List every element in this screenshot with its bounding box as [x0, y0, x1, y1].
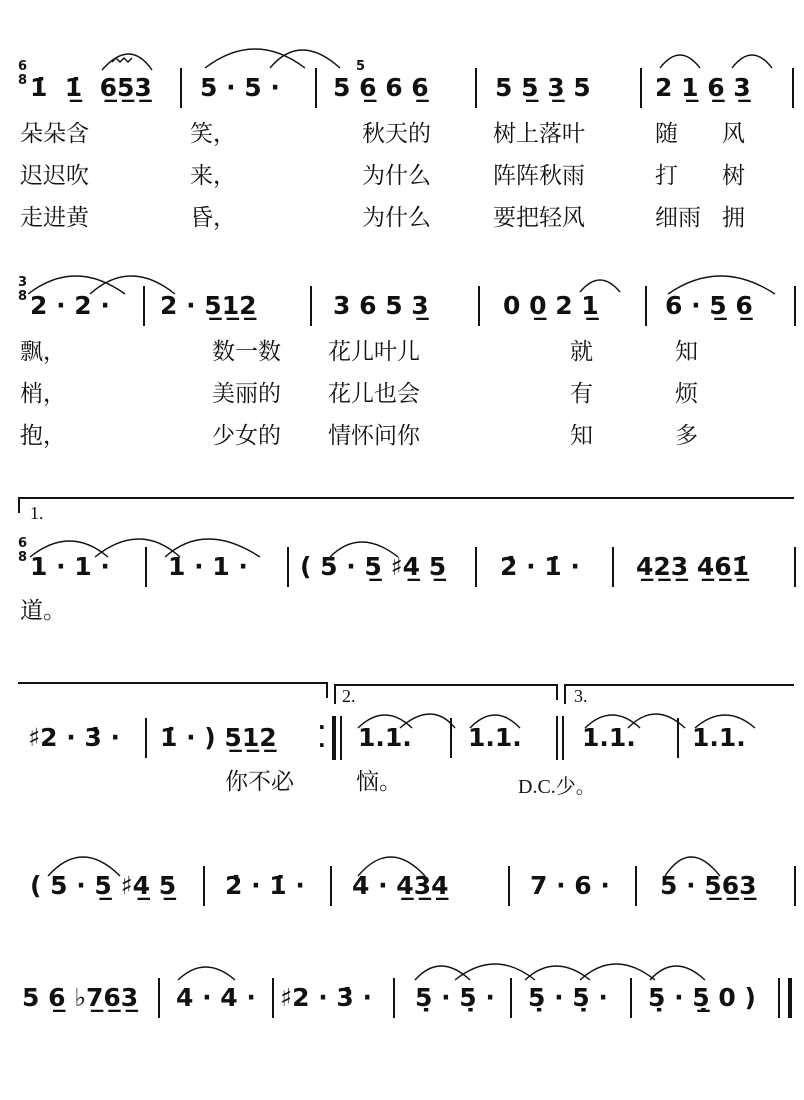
barline — [640, 68, 642, 108]
measure: 6 · 5̲ 6̲ — [665, 291, 753, 320]
lyric: 走进黄 — [20, 205, 89, 231]
measure: 2̇ · 1̇ · — [500, 552, 580, 581]
measure: 0 0̲ 2 1̲ — [503, 291, 599, 320]
barline — [794, 547, 796, 587]
system-row-2 — [0, 262, 804, 462]
lyric: 道。 — [20, 598, 66, 624]
measure: 5 5̲ 3̲ 5 — [495, 73, 591, 102]
grace-note: 5 — [356, 59, 366, 74]
measure: 5 · 5 · — [200, 73, 280, 102]
lyric: 知 — [570, 423, 593, 449]
measure: ( 5 · 5̲ ♯4̲ 5̲ — [300, 552, 447, 581]
barline — [143, 286, 145, 326]
lyric: 多 — [675, 423, 698, 449]
lyric: 为什么 — [362, 163, 431, 189]
time-signature: 3 8 — [18, 275, 28, 304]
measure: 5̣ · 5̣ · — [415, 983, 495, 1012]
measure: 1.1. — [358, 723, 412, 752]
lyric: 笑， — [190, 121, 236, 147]
volta-label-2: 2. — [342, 686, 356, 706]
system-row-1 — [0, 40, 804, 240]
measure: ♯2 · 3̇ · — [280, 983, 372, 1012]
measure: 1.1. — [468, 723, 522, 752]
lyric: 昏， — [190, 205, 236, 231]
barline — [287, 547, 289, 587]
measure: 5̣ · 5̣ · — [528, 983, 608, 1012]
final-barline-thin — [778, 978, 780, 1018]
barline — [272, 978, 274, 1018]
lyric: 有 — [570, 381, 593, 407]
measure: 2̇ · 1̇ · — [225, 871, 305, 900]
repeat-dots: · · — [318, 715, 326, 757]
barline — [508, 866, 510, 906]
measure: 2 1̲ 6̲ 3̲ — [655, 73, 751, 102]
lyric: 梢， — [20, 381, 66, 407]
barline — [393, 978, 395, 1018]
barline — [794, 286, 796, 326]
measure: 4̲2̲3̲ 4̲6̲1̲̇ — [636, 552, 750, 581]
lyric: 花儿也会 — [328, 381, 420, 407]
lyric: 迟迟吹 — [20, 163, 89, 189]
volta-label-3: 3. — [574, 686, 588, 706]
lyric: 飘， — [20, 339, 66, 365]
lyric: 为什么 — [362, 205, 431, 231]
lyric: 你不必 — [225, 769, 294, 795]
barline — [180, 68, 182, 108]
lyric: 风 — [722, 121, 745, 147]
lyric: 细雨 — [655, 205, 701, 231]
measure: 1 · 1 · — [168, 552, 248, 581]
lyric: 数一数 — [212, 339, 281, 365]
volta-label-1: 1. — [30, 503, 44, 523]
lyric: 阵阵秋雨 — [493, 163, 585, 189]
measure: 5 6̲ ♭7̲6̲3̲ — [22, 983, 139, 1012]
lyric: 树上落叶 — [493, 121, 585, 147]
barline — [556, 716, 558, 760]
lyric: 就 — [570, 339, 593, 365]
barline — [158, 978, 160, 1018]
measure: ( 5 · 5̲ ♯4̲ 5̲ — [30, 871, 177, 900]
system-row-6 — [0, 950, 804, 1030]
measure: 7 · 6 · — [530, 871, 610, 900]
lyric: 花儿叶儿 — [328, 339, 420, 365]
lyric: 随 — [655, 121, 678, 147]
lyric: 树 — [722, 163, 745, 189]
lyric: 抱， — [20, 423, 66, 449]
measure: 1.1. — [582, 723, 636, 752]
measure: 3 6 5 3̲ — [333, 291, 429, 320]
barline — [340, 716, 342, 760]
measure: 1.1. — [692, 723, 746, 752]
lyric: 情怀问你 — [328, 423, 420, 449]
measure: 1 · 1 · — [30, 552, 110, 581]
barline — [203, 866, 205, 906]
measure: 5̣ · 5̲̣ 0 ) — [648, 983, 756, 1012]
da-capo-lyric: D.C.少。 — [518, 776, 596, 798]
lyric: 烦 — [675, 381, 698, 407]
lyric: 要把轻风 — [493, 205, 585, 231]
system-row-4 — [0, 672, 804, 812]
barline — [635, 866, 637, 906]
time-signature: 6 8 — [18, 59, 28, 88]
barline — [645, 286, 647, 326]
barline — [792, 68, 794, 108]
lyric: 拥 — [722, 205, 745, 231]
measure: 1̇ · ) 5̲1̲2̲ — [160, 723, 277, 752]
lyric: 恼。 — [356, 769, 402, 795]
measure: ♯2 · 3̇ · — [28, 723, 120, 752]
final-barline-thick — [788, 978, 792, 1018]
barline — [475, 68, 477, 108]
barline — [145, 718, 147, 758]
barline — [562, 716, 564, 760]
lyric: 少女的 — [212, 423, 281, 449]
barline — [478, 286, 480, 326]
measure: 2 · 2 · — [30, 291, 110, 320]
barline — [630, 978, 632, 1018]
measure: 2 · 5̲1̲2̲ — [160, 291, 257, 320]
time-signature: 6 8 — [18, 536, 28, 565]
lyric: 秋天的 — [362, 121, 431, 147]
barline — [475, 547, 477, 587]
system-row-3 — [0, 495, 804, 635]
measure: 5 · 5̲6̲3̲ — [660, 871, 757, 900]
measure: 1̇ 1̲̇ 6̲5̲3̲ — [30, 73, 152, 102]
measure: 5 6̲ 6 6̲ — [333, 73, 429, 102]
barline — [510, 978, 512, 1018]
barline — [677, 718, 679, 758]
lyric: 来， — [190, 163, 236, 189]
lyric: 知 — [675, 339, 698, 365]
repeat-barline — [332, 716, 336, 760]
barline — [794, 866, 796, 906]
lyric: 打 — [655, 163, 678, 189]
barline — [450, 718, 452, 758]
barline — [315, 68, 317, 108]
measure: 4 · 4 · — [176, 983, 256, 1012]
barline — [330, 866, 332, 906]
system-row-5 — [0, 840, 804, 920]
barline — [612, 547, 614, 587]
barline — [310, 286, 312, 326]
barline — [145, 547, 147, 587]
lyric: 美丽的 — [212, 381, 281, 407]
lyric: 朵朵含 — [20, 121, 89, 147]
measure: 4 · 4̲3̲4̲ — [352, 871, 449, 900]
